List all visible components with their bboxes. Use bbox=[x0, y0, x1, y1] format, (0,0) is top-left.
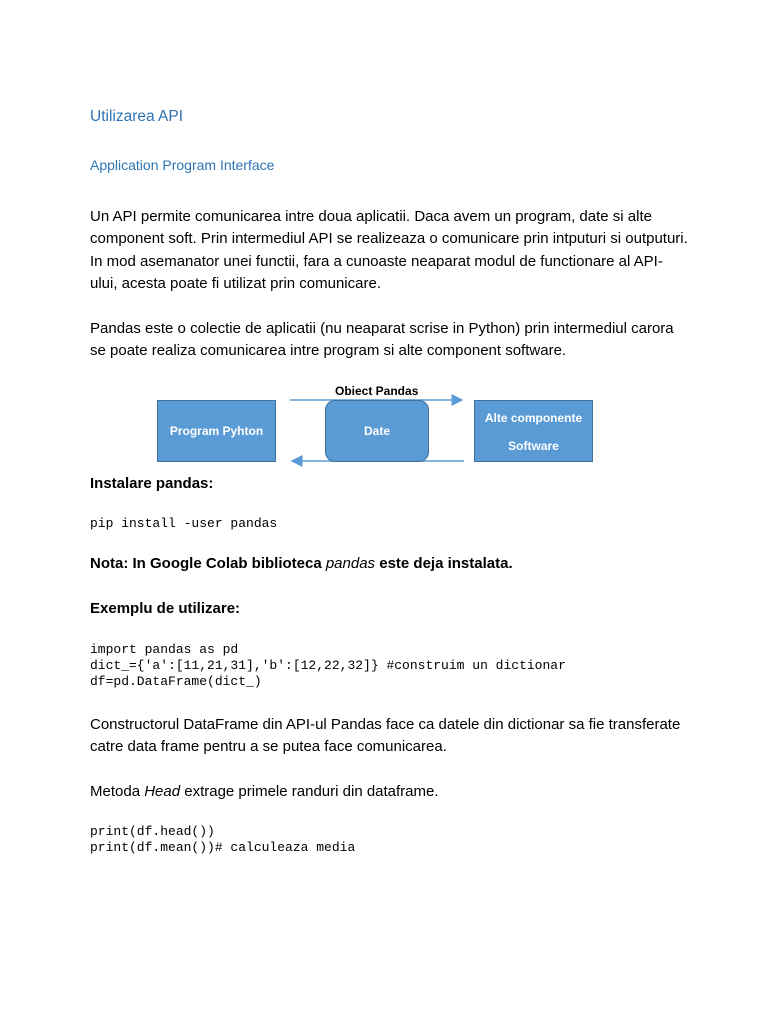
program-python-box bbox=[157, 400, 276, 462]
head-prefix: Metoda bbox=[90, 783, 145, 800]
constructor-paragraph: Constructorul DataFrame din API-ul Pandas face ca datele din dictionar sa fie transferate catre data frame pentru a se putea face comunicarea. bbox=[90, 716, 681, 756]
note-paragraph bbox=[90, 555, 513, 572]
date-label: Date bbox=[363, 424, 390, 438]
example-heading: Exemplu de utilizare: bbox=[90, 600, 241, 617]
intro-paragraph: Un API permite comunicarea intre doua aplicatii. Daca avem un program, date si alte component soft. Prin intermediul API se realizeaza o comunicare prin intputuri si outputuri. In mod asemanator unei functii, fara a cunoaste neaparat modul de functionare al API-ului, acesta poate fi utilizat prin comunicare. bbox=[90, 208, 688, 292]
head-code: print(df.head()) print(df.mean())# calculeaza media bbox=[90, 824, 356, 855]
head-italic: Head bbox=[144, 783, 181, 800]
other-components-box bbox=[474, 400, 593, 462]
note-italic: pandas bbox=[325, 555, 376, 572]
example-code: import pandas as pd dict_={'a':[11,21,31],'b':[12,22,32]} #construim un dictionar df=pd.DataFrame(dict_) bbox=[90, 642, 566, 689]
other-components-label-line1: Alte componente bbox=[484, 411, 583, 425]
note-suffix: este deja instalata. bbox=[375, 555, 513, 572]
note-prefix: Nota: In Google Colab biblioteca bbox=[90, 555, 326, 572]
page-title: Utilizarea API bbox=[90, 108, 184, 125]
date-box bbox=[325, 400, 429, 462]
head-paragraph bbox=[90, 781, 690, 803]
diagram-title: Obiect Pandas bbox=[335, 384, 419, 398]
install-code: pip install -user pandas bbox=[90, 516, 278, 531]
other-components-label-line2: Software bbox=[508, 439, 559, 453]
program-python-label: Program Pyhton bbox=[169, 424, 264, 438]
head-suffix: extrage primele randuri din dataframe. bbox=[180, 783, 439, 800]
pandas-paragraph: Pandas este o colectie de aplicatii (nu neaparat scrise in Python) prin intermediul carora se poate realiza comunicarea intre program si alte component software. bbox=[90, 320, 674, 360]
page-subtitle: Application Program Interface bbox=[90, 157, 275, 173]
pandas-diagram bbox=[150, 380, 610, 470]
install-heading: Instalare pandas: bbox=[90, 475, 214, 492]
